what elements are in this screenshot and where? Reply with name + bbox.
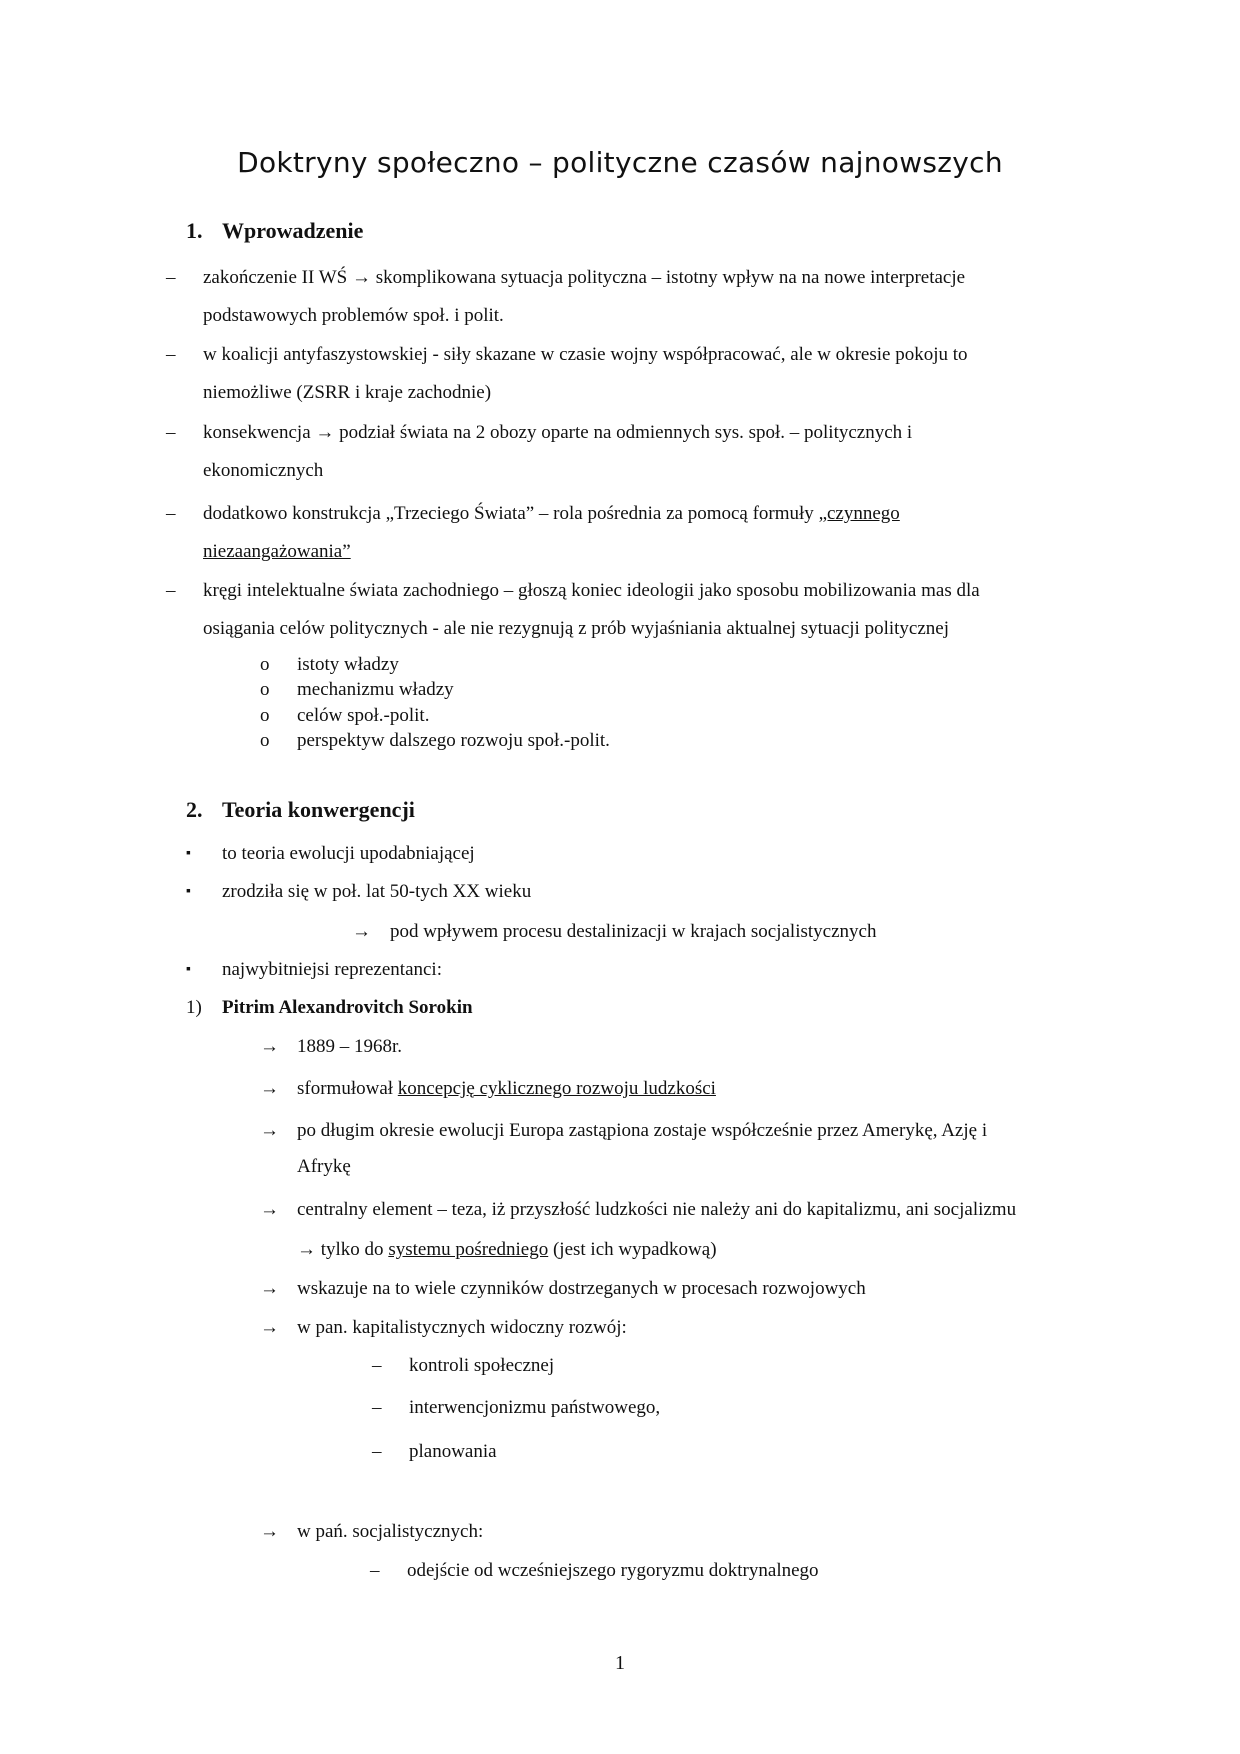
- item-text: zakończenie II WŚ: [203, 267, 352, 288]
- sub-list-item: celów społ.-polit.: [297, 705, 430, 726]
- sub-list-item: perspektyw dalszego rozwoju społ.-polit.: [297, 730, 610, 751]
- point-socialist: w pań. socjalistycznych:: [297, 1521, 484, 1542]
- dash-marker: –: [370, 1560, 380, 1581]
- numbered-marker: 1): [186, 997, 202, 1018]
- arrow-icon: →: [260, 1199, 279, 1220]
- sub-list-item: istoty władzy: [297, 654, 399, 675]
- list-item: zrodziła się w poł. lat 50-tych XX wieku: [222, 881, 532, 902]
- underlined-term: systemu pośredniego: [388, 1239, 549, 1260]
- arrow-icon: →: [260, 1078, 279, 1099]
- item-text: tylko do: [320, 1239, 389, 1260]
- item-text: sformułował: [297, 1078, 398, 1099]
- item-text: konsekwencja: [203, 422, 316, 443]
- dash-marker: –: [166, 267, 176, 288]
- arrow-icon: →: [352, 921, 371, 942]
- section-2-heading: [186, 797, 415, 823]
- dash-marker: –: [166, 503, 176, 524]
- point-evolution: po długim okresie ewolucji Europa zastąpiona zostaje współcześnie przez Amerykę, Azję i: [297, 1120, 988, 1141]
- list-item: [203, 266, 965, 290]
- list-item: to teoria ewolucji upodabniającej: [222, 843, 475, 864]
- list-item-continuation: ekonomicznych: [203, 460, 324, 481]
- arrow-icon: →: [260, 1278, 279, 1299]
- point-central-continuation: [297, 1238, 717, 1262]
- list-item-continuation: osiągania celów politycznych - ale nie rezygnują z prób wyjaśniania aktualnej sytuacji politycznej: [203, 618, 950, 639]
- list-item: [203, 421, 912, 445]
- point-formulated: [297, 1077, 716, 1101]
- dash-marker: –: [372, 1441, 382, 1462]
- section-title: Teoria konwergencji: [222, 797, 415, 822]
- circle-bullet-icon: o: [260, 654, 270, 675]
- sub-list-item: planowania: [409, 1441, 497, 1462]
- point-central: centralny element – teza, iż przyszłość ludzkości nie należy ani do kapitalizmu, ani socjalizmu: [297, 1199, 1017, 1220]
- item-text: (jest ich wypadkową): [548, 1239, 717, 1260]
- square-bullet-icon: ▪: [186, 846, 191, 861]
- arrow-icon: →: [351, 267, 371, 288]
- arrow-icon: →: [260, 1317, 279, 1338]
- list-item: [203, 502, 900, 526]
- sub-list-item: interwencjonizmu państwowego,: [409, 1397, 661, 1418]
- underlined-term: niezaangażowania”: [203, 541, 351, 562]
- page-number: 1: [615, 1652, 625, 1674]
- arrow-icon: →: [315, 422, 335, 443]
- item-text: podział świata na 2 obozy oparte na odmiennych sys. społ. – politycznych i: [339, 422, 913, 443]
- dash-marker: –: [372, 1397, 382, 1418]
- arrow-note: pod wpływem procesu destalinizacji w krajach socjalistycznych: [390, 921, 877, 942]
- arrow-icon: →: [260, 1036, 279, 1057]
- underlined-term: koncepcję cyklicznego rozwoju ludzkości: [397, 1078, 716, 1099]
- list-item-continuation: podstawowych problemów społ. i polit.: [203, 305, 504, 326]
- dash-marker: –: [166, 344, 176, 365]
- document-title: Doktryny społeczno – polityczne czasów najnowszych: [237, 146, 1003, 179]
- dash-marker: –: [372, 1355, 382, 1376]
- item-text: skomplikowana sytuacja polityczna – istotny wpływ na na nowe interpretacje: [375, 267, 966, 288]
- list-item: w koalicji antyfaszystowskiej - siły skazane w czasie wojny współpracować, ale w okresie pokoju to: [203, 344, 968, 365]
- dash-marker: –: [166, 422, 176, 443]
- point-years: 1889 – 1968r.: [297, 1036, 403, 1057]
- point-factors: wskazuje na to wiele czynników dostrzeganych w procesach rozwojowych: [297, 1278, 866, 1299]
- sub-list-item: mechanizmu władzy: [297, 679, 454, 700]
- point-evolution-continuation: Afrykę: [297, 1156, 351, 1177]
- item-text: dodatkowo konstrukcja „Trzeciego Świata” – rola pośrednia za pomocą formuły: [203, 503, 819, 524]
- section-number: 2.: [186, 797, 203, 822]
- dash-marker: –: [166, 580, 176, 601]
- sub-list-item: kontroli społecznej: [409, 1355, 555, 1376]
- circle-bullet-icon: o: [260, 705, 270, 726]
- point-capitalist: w pan. kapitalistycznych widoczny rozwój:: [297, 1317, 627, 1338]
- square-bullet-icon: ▪: [186, 884, 191, 899]
- list-item-continuation: niemożliwe (ZSRR i kraje zachodnie): [203, 382, 492, 403]
- representative-name: Pitrim Alexandrovitch Sorokin: [222, 997, 473, 1018]
- arrow-icon: →: [297, 1239, 316, 1260]
- sub-list-item: odejście od wcześniejszego rygoryzmu doktrynalnego: [407, 1560, 819, 1581]
- square-bullet-icon: ▪: [186, 962, 191, 977]
- section-number: 1.: [186, 218, 203, 243]
- list-item: kręgi intelektualne świata zachodniego – głoszą koniec ideologii jako sposobu mobilizowania mas dla: [203, 580, 980, 601]
- underlined-term: „czynnego: [818, 503, 900, 524]
- section-1-heading: [186, 218, 363, 244]
- circle-bullet-icon: o: [260, 679, 270, 700]
- arrow-icon: →: [260, 1521, 279, 1542]
- arrow-icon: →: [260, 1120, 279, 1141]
- list-item-continuation: [203, 540, 351, 564]
- list-item: najwybitniejsi reprezentanci:: [222, 959, 442, 980]
- circle-bullet-icon: o: [260, 730, 270, 751]
- section-title: Wprowadzenie: [222, 218, 364, 243]
